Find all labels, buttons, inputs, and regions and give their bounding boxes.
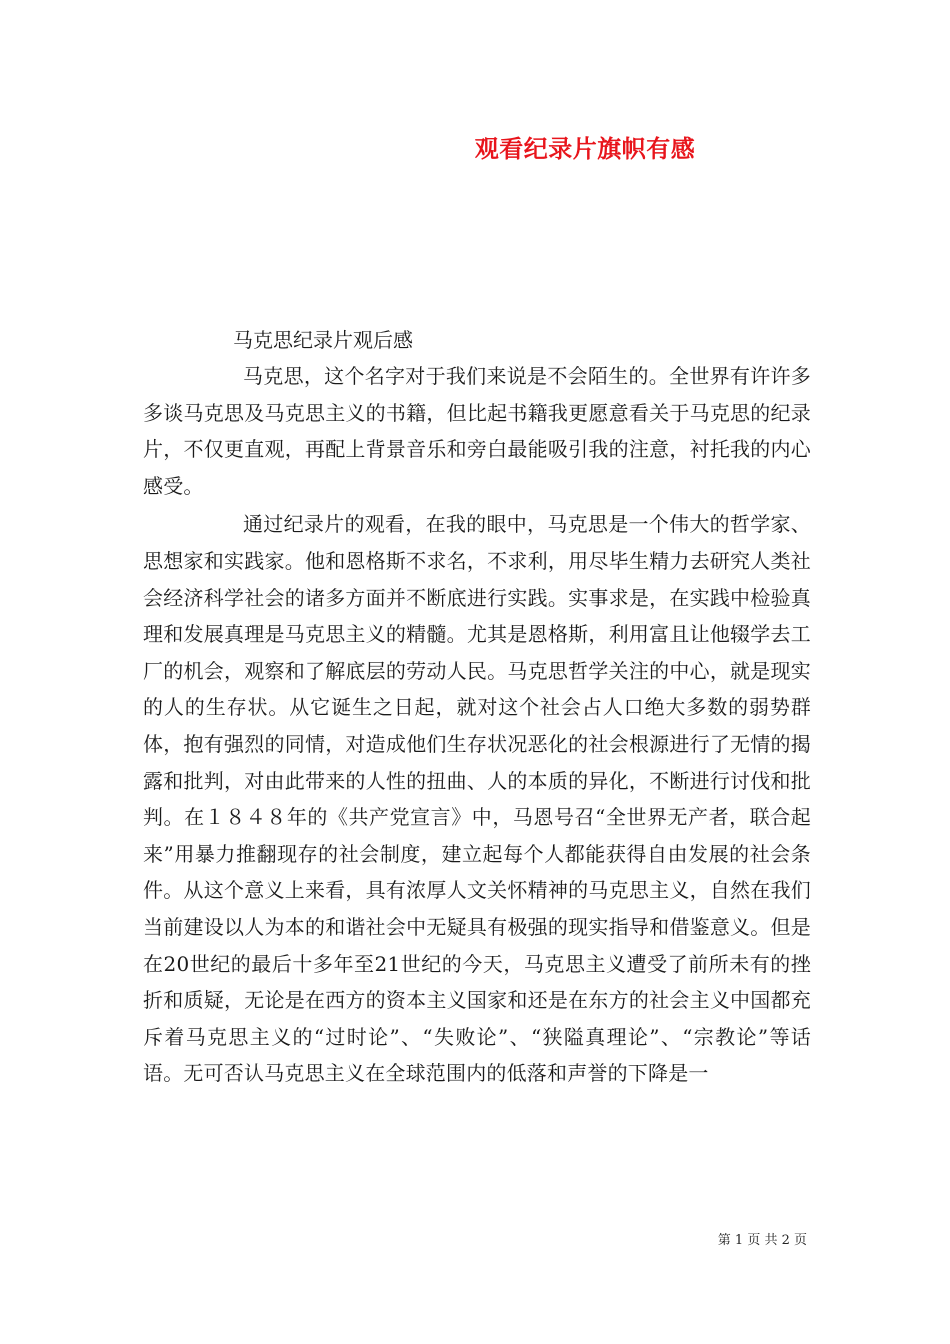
document-subtitle: 马克思纪录片观后感	[233, 328, 413, 352]
document-body	[143, 322, 811, 1092]
page-number-footer: 第 1 页 共 2 页	[717, 1233, 807, 1248]
document-title: 观看纪录片旗帜有感	[474, 134, 696, 163]
paragraph-2: 通过纪录片的观看，在我的眼中，马克思是一个伟大的哲学家、思想家和实践家。他和恩格斯不求名，不求利，用尽毕生精力去研究人类社会经济科学社会的诸多方面并不断底进行实践。实事求是，在实践中检验真理和发展真理是马克思主义的精髓。尤其是恩格斯，利用富且让他辍学去工厂的机会，观察和了解底层的劳动人民。马克思哲学关注的中心，就是现实的人的生存状。从它诞生之日起，就对这个社会占人口绝大多数的弱势群体，抱有强烈的同情，对造成他们生存状况恶化的社会根源进行了无情的揭露和批判，对由此带来的人性的扭曲、人的本质的异化，不断进行讨伐和批判。在１８４８年的《共产党宣言》中，马恩号召“全世界无产者，联合起来”用暴力推翻现存的社会制度，建立起每个人都能获得自由发展的社会条件。从这个意义上来看，具有浓厚人文关怀精神的马克思主义，自然在我们当前建设以人为本的和谐社会中无疑具有极强的现实指导和借鉴意义。但是在20世纪的最后十多年至21世纪的今天，马克思主义遭受了前所未有的挫折和质疑，无论是在西方的资本主义国家和还是在东方的社会主义中国都充斥着马克思主义的“过时论”、“失败论”、“狭隘真理论”、“宗教论”等话语。无可否认马克思主义在全球范围内的低落和声誉的下降是一	[143, 512, 811, 1086]
paragraph-1: 马克思，这个名字对于我们来说是不会陌生的。全世界有许许多多谈马克思及马克思主义的书籍，但比起书籍我更愿意看关于马克思的纪录片，不仅更直观，再配上背景音乐和旁白最能吸引我的注意，衬托我的内心感受。	[143, 364, 811, 498]
